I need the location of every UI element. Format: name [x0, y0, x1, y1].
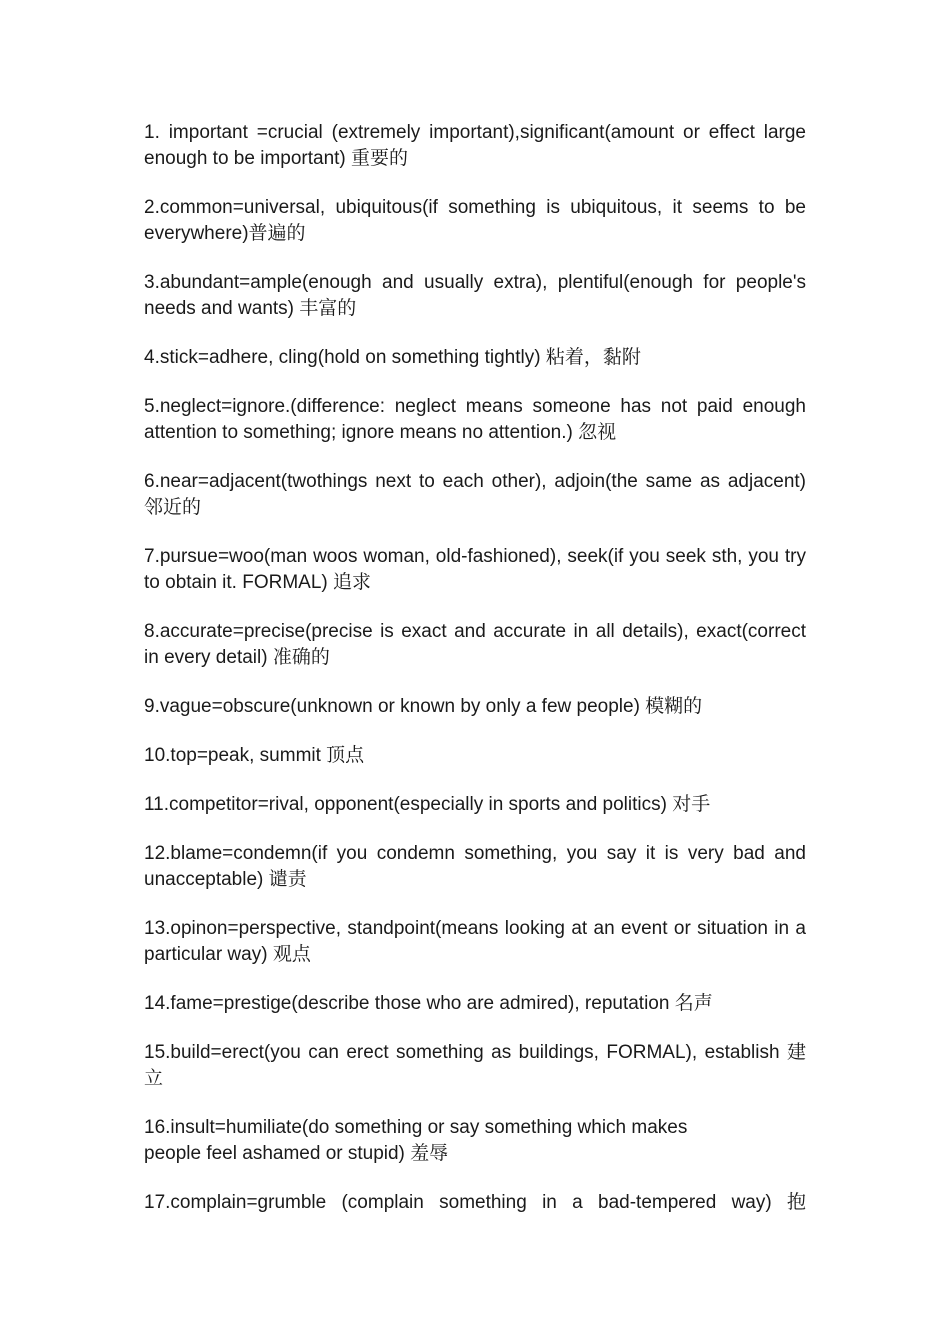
vocab-entry-9: 9.vague=obscure(unknown or known by only a few people) 模糊的 — [144, 696, 703, 717]
vocab-entry-14: 14.fame=prestige(describe those who are admired), reputation 名声 — [144, 993, 713, 1014]
vocab-entry-15: 15.build=erect(you can erect something as buildings, FORMAL), establish 建立 — [144, 1042, 806, 1089]
vocab-entry-8: 8.accurate=precise(precise is exact and accurate in all details), exact(correct in every detail) 准确的 — [144, 621, 806, 668]
vocab-entry-6: 6.near=adjacent(twothings next to each other), adjoin(the same as adjacent) 邻近的 — [144, 471, 806, 518]
vocab-entry-11: 11.competitor=rival, opponent(especially in sports and politics) 对手 — [144, 794, 711, 815]
vocab-entry-13: 13.opinon=perspective, standpoint(means looking at an event or situation in a particular way) 观点 — [144, 918, 806, 965]
vocab-entry-12: 12.blame=condemn(if you condemn something, you say it is very bad and unacceptable) 谴责 — [144, 843, 806, 890]
vocab-entry-16 — [144, 1115, 806, 1167]
vocabulary-list — [144, 120, 806, 1239]
vocab-entry-16-line-1: 16.insult=humiliate(do something or say something which makes — [144, 1117, 688, 1138]
vocab-entry-17: 17.complain=grumble (complain something in a bad-tempered way) 抱 — [144, 1192, 806, 1213]
vocab-entry-10: 10.top=peak, summit 顶点 — [144, 745, 365, 766]
vocab-entry-7: 7.pursue=woo(man woos woman, old-fashioned), seek(if you seek sth, you try to obtain it. FORMAL) 追求 — [144, 546, 806, 593]
vocab-entry-4: 4.stick=adhere, cling(hold on something tightly) 粘着，黏附 — [144, 347, 641, 368]
vocab-entry-5: 5.neglect=ignore.(difference: neglect means someone has not paid enough attention to something; ignore means no attention.) 忽视 — [144, 396, 806, 443]
vocab-entry-16-line-2: people feel ashamed or stupid) 羞辱 — [144, 1143, 449, 1164]
vocab-entry-2: 2.common=universal, ubiquitous(if something is ubiquitous, it seems to be everywhere)普遍的 — [144, 197, 806, 244]
vocab-entry-1: 1. important =crucial (extremely important),significant(amount or effect large enough to be important) 重要的 — [144, 122, 806, 169]
vocab-entry-3: 3.abundant=ample(enough and usually extra), plentiful(enough for people's needs and wants) 丰富的 — [144, 272, 806, 319]
